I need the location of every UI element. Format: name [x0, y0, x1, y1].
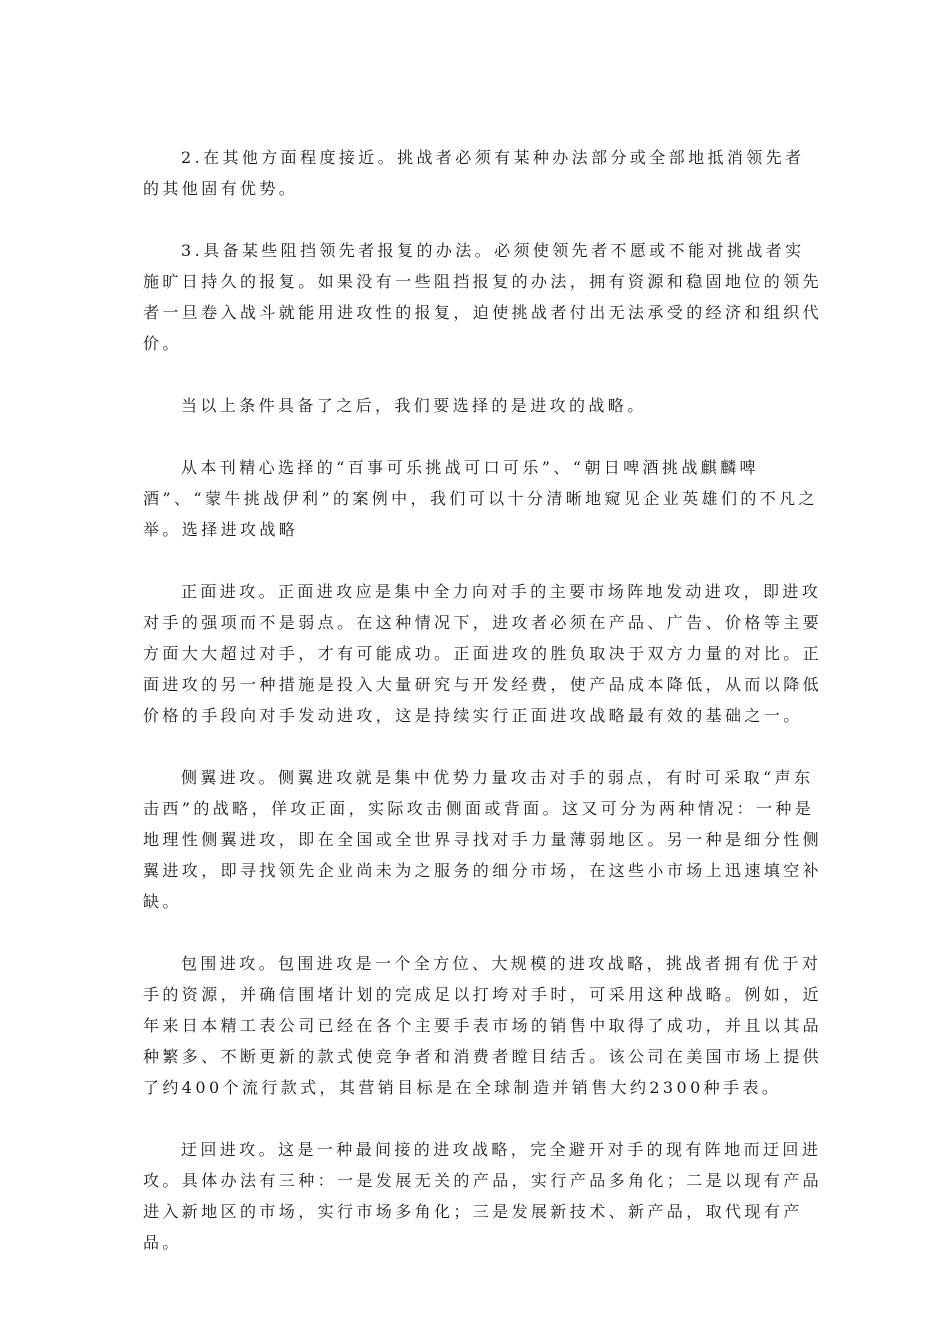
text-line: 迂回进攻。这是一种最间接的进攻战略，完全避开对手的现有阵地而迂回: [181, 1140, 802, 1159]
document-body: [143, 142, 823, 1258]
text-line: 对手的资源，并确信围堵计划的完成足以打垮对手时，可采用这种战略。例如，: [143, 954, 822, 1004]
text-line: 的其他固有优势。: [143, 179, 299, 198]
text-line: 织代价。: [143, 303, 823, 353]
text-line: 有产品。: [143, 1202, 803, 1252]
text-line: 侧翼进攻。侧翼进攻就是集中优势力量攻击对手的弱点，有时可采取“声: [181, 768, 794, 787]
text-line: 东击西”的战略，佯攻正面，实际攻击侧面或背面。这又可分为两种情况：一: [143, 768, 814, 818]
paragraph-encirclement-attack: [143, 948, 823, 1103]
text-line: 速填空补缺。: [143, 861, 823, 911]
paragraph-frontal-attack: [143, 576, 823, 731]
text-line: 当以上条件具备了之后，我们要选择的是进攻的战略。: [181, 396, 647, 415]
text-line: 先者一旦卷入战斗就能用进攻性的报复，迫使挑战者付出无法承受的经济和组: [143, 272, 823, 322]
text-line: 2.在其他方面程度接近。挑战者必须有某种办法部分或全部地抵消领先者: [181, 148, 805, 167]
text-line: 凡之举。选择进攻战略: [143, 489, 818, 539]
text-line: 其品种繁多、不断更新的款式使竞争者和消费者瞠目结舌。该公司在美国市场: [143, 1016, 823, 1066]
paragraph-condition-3: [143, 235, 823, 359]
text-line: 种是地理性侧翼进攻，即在全国或全世界寻找对手力量薄弱地区。另一种是细: [143, 799, 815, 849]
text-line: 包围进攻。包围进攻是一个全方位、大规模的进攻战略，挑战者拥有优于: [181, 954, 802, 973]
text-line: 分性侧翼进攻，即寻找领先企业尚未为之服务的细分市场，在这些小市场上迅: [143, 830, 823, 880]
paragraph-flank-attack: [143, 762, 823, 917]
text-line: 施旷日持久的报复。如果没有一些阻挡报复的办法，拥有资源和稳固地位的领: [143, 272, 803, 291]
paragraph-case-studies: [143, 452, 823, 545]
text-line: 进攻。具体办法有三种：一是发展无关的产品，实行产品多角化；二是以现有: [143, 1140, 822, 1190]
text-line: 酒”、“蒙牛挑战伊利”的案例中，我们可以十分清晰地窥见企业英雄们的不: [143, 489, 780, 508]
paragraph-strategy-choice: [143, 390, 823, 421]
text-line: 攻对手的强项而不是弱点。在这种情况下，进攻者必须在产品、广告、价格等: [143, 582, 822, 632]
text-line: 3.具备某些阻挡领先者报复的办法。必须使领先者不愿或不能对挑战者实: [181, 241, 805, 260]
text-line: 近年来日本精工表公司已经在各个主要手表市场的销售中取得了成功，并且以: [143, 985, 823, 1035]
text-line: 比。正面进攻的另一种措施是投入大量研究与开发经费，使产品成本降低，从: [143, 644, 823, 694]
text-line: 础之一。: [725, 706, 803, 725]
paragraph-bypass-attack: [143, 1134, 823, 1258]
text-line: 主要方面大大超过对手，才有可能成功。正面进攻的胜负取决于双方力量的对: [143, 613, 823, 663]
text-line: 产品进入新地区的市场，实行市场多角化；三是发展新技术、新产品，取代现: [143, 1171, 823, 1221]
text-line: 上提供了约400个流行款式，其营销目标是在全球制造并销售大约2300种手表。: [143, 1047, 823, 1097]
paragraph-condition-2: [143, 142, 823, 204]
text-line: 从本刊精心选择的“百事可乐挑战可口可乐”、“朝日啤酒挑战麒麟啤: [181, 458, 759, 477]
text-line: 而以降低价格的手段向对手发动进攻，这是持续实行正面进攻战略最有效的基: [143, 675, 823, 725]
text-line: 正面进攻。正面进攻应是集中全力向对手的主要市场阵地发动进攻，即进: [181, 582, 802, 601]
